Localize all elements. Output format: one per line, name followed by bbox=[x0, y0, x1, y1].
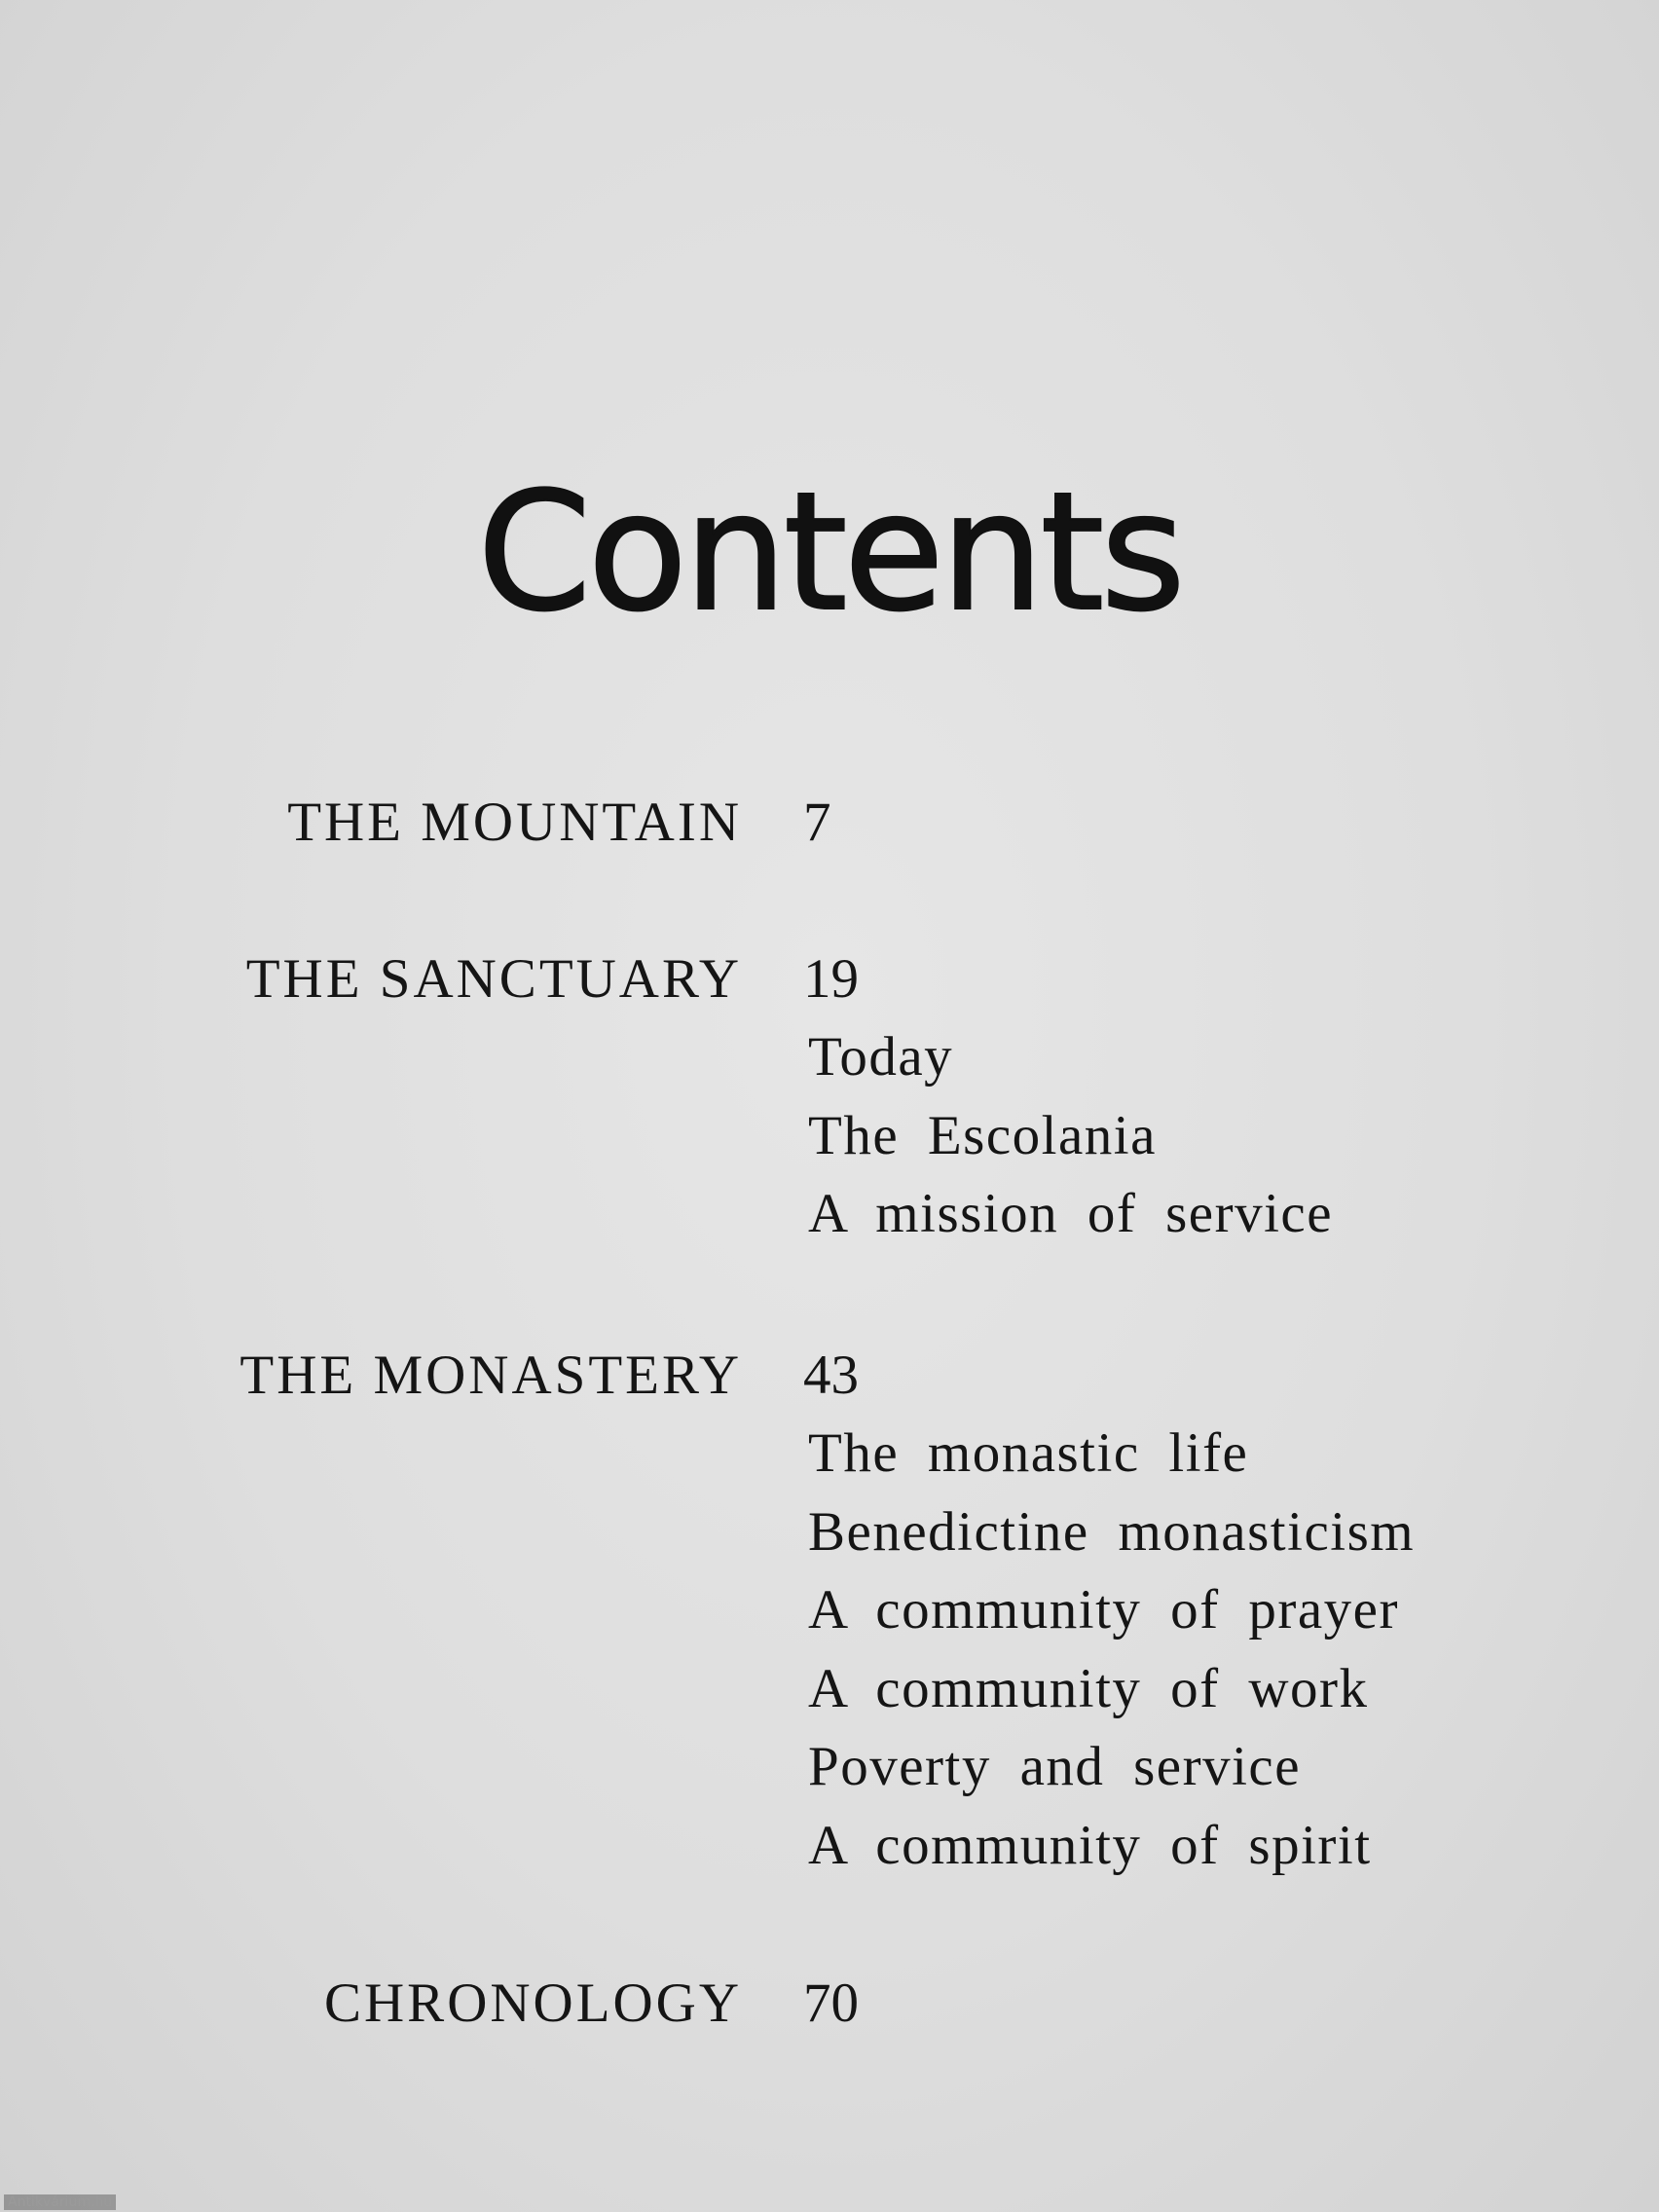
toc-page-number: 7 bbox=[803, 792, 831, 853]
toc-subsection: Poverty and service bbox=[808, 1736, 1302, 1797]
page-title: Contents bbox=[477, 456, 1182, 647]
toc-subsection: The Escolania bbox=[808, 1104, 1157, 1166]
toc-page-number: 43 bbox=[803, 1345, 859, 1406]
toc-page-number: 19 bbox=[803, 948, 859, 1010]
watermark: Antikvárium.hu bbox=[4, 2194, 116, 2210]
toc-subsection-list bbox=[808, 1415, 1415, 1885]
toc-subsection: Benedictine monasticism bbox=[808, 1500, 1416, 1563]
toc-page-number: 70 bbox=[803, 1972, 859, 2034]
toc-section-label: THE MONASTERY bbox=[240, 1345, 742, 1406]
toc-subsection: A community of spirit bbox=[808, 1814, 1372, 1876]
toc-subsection: Today bbox=[808, 1026, 954, 1088]
toc-section-label: THE SANCTUARY bbox=[245, 948, 742, 1010]
toc-section-label: CHRONOLOGY bbox=[324, 1972, 742, 2034]
toc-subsection: A community of prayer bbox=[808, 1579, 1399, 1641]
toc-subsection: The monastic life bbox=[808, 1422, 1249, 1484]
toc-subsection: A community of work bbox=[808, 1657, 1369, 1719]
toc-subsection: A mission of service bbox=[808, 1183, 1334, 1244]
toc-subsection-list bbox=[808, 1018, 1333, 1254]
toc-section-label: THE MOUNTAIN bbox=[287, 792, 742, 853]
